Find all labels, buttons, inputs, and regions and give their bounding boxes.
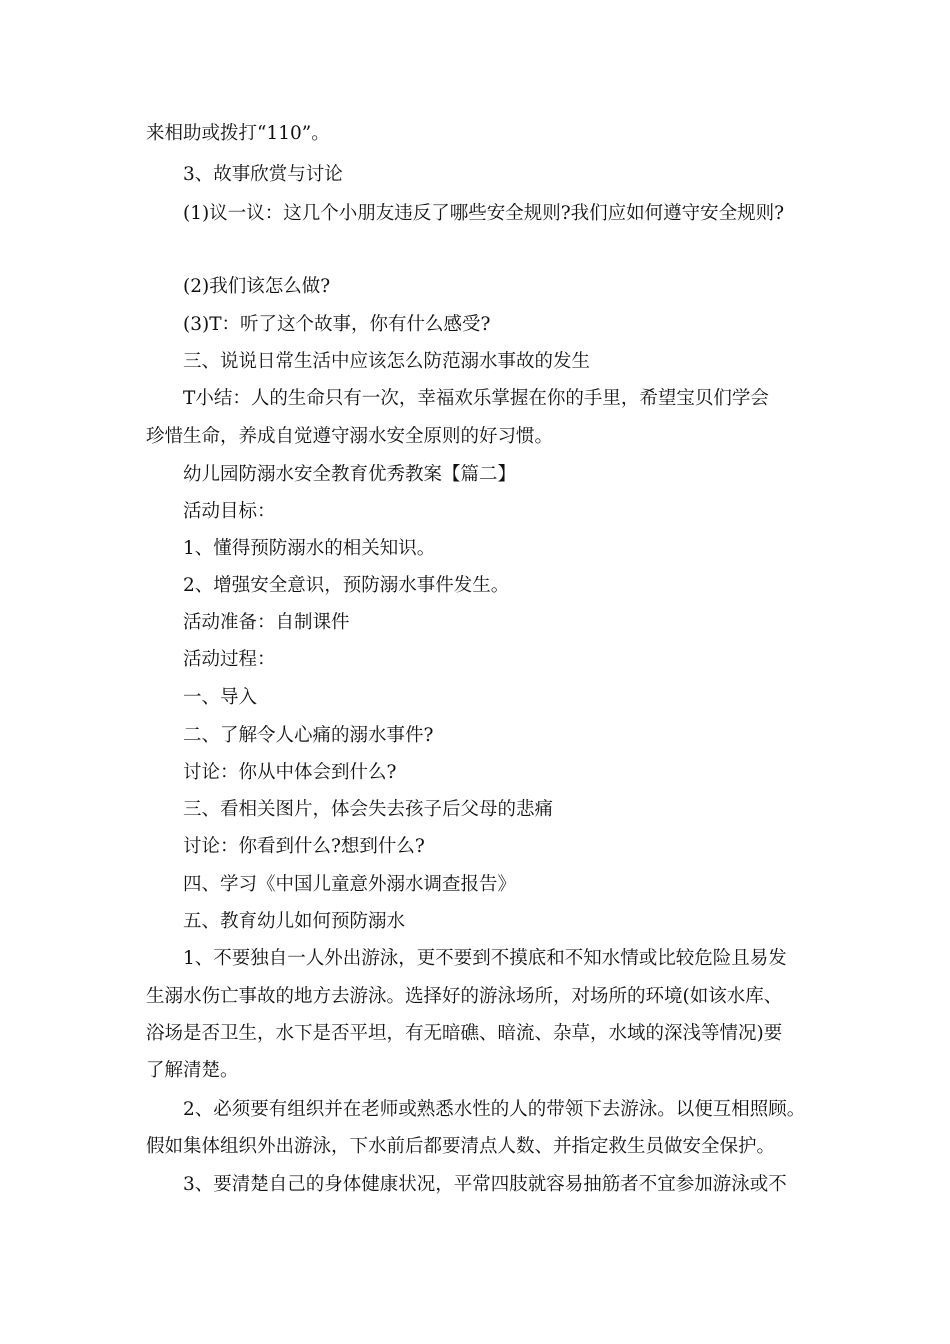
text-line: 活动准备：自制课件 <box>183 612 350 633</box>
section-heading: 三、说说日常生活中应该怎么防范溺水事故的发生 <box>183 351 591 372</box>
text-line: 浴场是否卫生，水下是否平坦，有无暗礁、暗流、杂草，水域的深浅等情况)要 <box>146 1023 783 1044</box>
text-line: 2、必须要有组织并在老师或熟悉水性的人的带领下去游泳。以便互相照顾。 <box>183 1099 806 1120</box>
section-heading: 活动过程： <box>183 649 276 670</box>
text-line: 1、懂得预防溺水的相关知识。 <box>183 538 436 559</box>
text-line: T小结：人的生命只有一次，幸福欢乐掌握在你的手里，希望宝贝们学会 <box>183 388 769 409</box>
section-heading: 五、教育幼儿如何预防溺水 <box>183 911 406 932</box>
text-line: 1、不要独自一人外出游泳，更不要到不摸底和不知水情或比较危险且易发 <box>183 948 787 969</box>
article-title: 幼儿园防溺水安全教育优秀教案【篇二】 <box>183 464 517 485</box>
section-heading: 二、了解令人心痛的溺水事件? <box>183 725 434 746</box>
section-heading: 一、导入 <box>183 687 258 708</box>
section-heading: 3、故事欣赏与讨论 <box>183 164 343 185</box>
section-heading: 三、看相关图片，体会失去孩子后父母的悲痛 <box>183 799 554 820</box>
text-line: 珍惜生命，养成自觉遵守溺水安全原则的好习惯。 <box>146 426 554 447</box>
text-line: (3)T：听了这个故事，你有什么感受? <box>183 314 491 335</box>
text-line: 了解清楚。 <box>146 1060 239 1081</box>
text-line: (2)我们该怎么做? <box>183 276 331 297</box>
text-line: 假如集体组织外出游泳，下水前后都要清点人数、并指定救生员做安全保护。 <box>146 1136 776 1157</box>
text-line: 2、增强安全意识，预防溺水事件发生。 <box>183 575 510 596</box>
text-line: 讨论：你看到什么?想到什么? <box>183 836 425 857</box>
text-line: 3、要清楚自己的身体健康状况，平常四肢就容易抽筋者不宜参加游泳或不 <box>183 1174 787 1195</box>
text-line: 讨论：你从中体会到什么? <box>183 762 397 783</box>
section-heading: 四、学习《中国儿童意外溺水调查报告》 <box>183 874 517 895</box>
section-heading: 活动目标： <box>183 501 276 522</box>
text-line: 来相助或拨打“110”。 <box>146 123 330 144</box>
text-line: 生溺水伤亡事故的地方去游泳。选择好的游泳场所，对场所的环境(如该水库、 <box>146 986 783 1007</box>
text-line: (1)议一议：这几个小朋友违反了哪些安全规则?我们应如何遵守安全规则? <box>183 203 785 224</box>
